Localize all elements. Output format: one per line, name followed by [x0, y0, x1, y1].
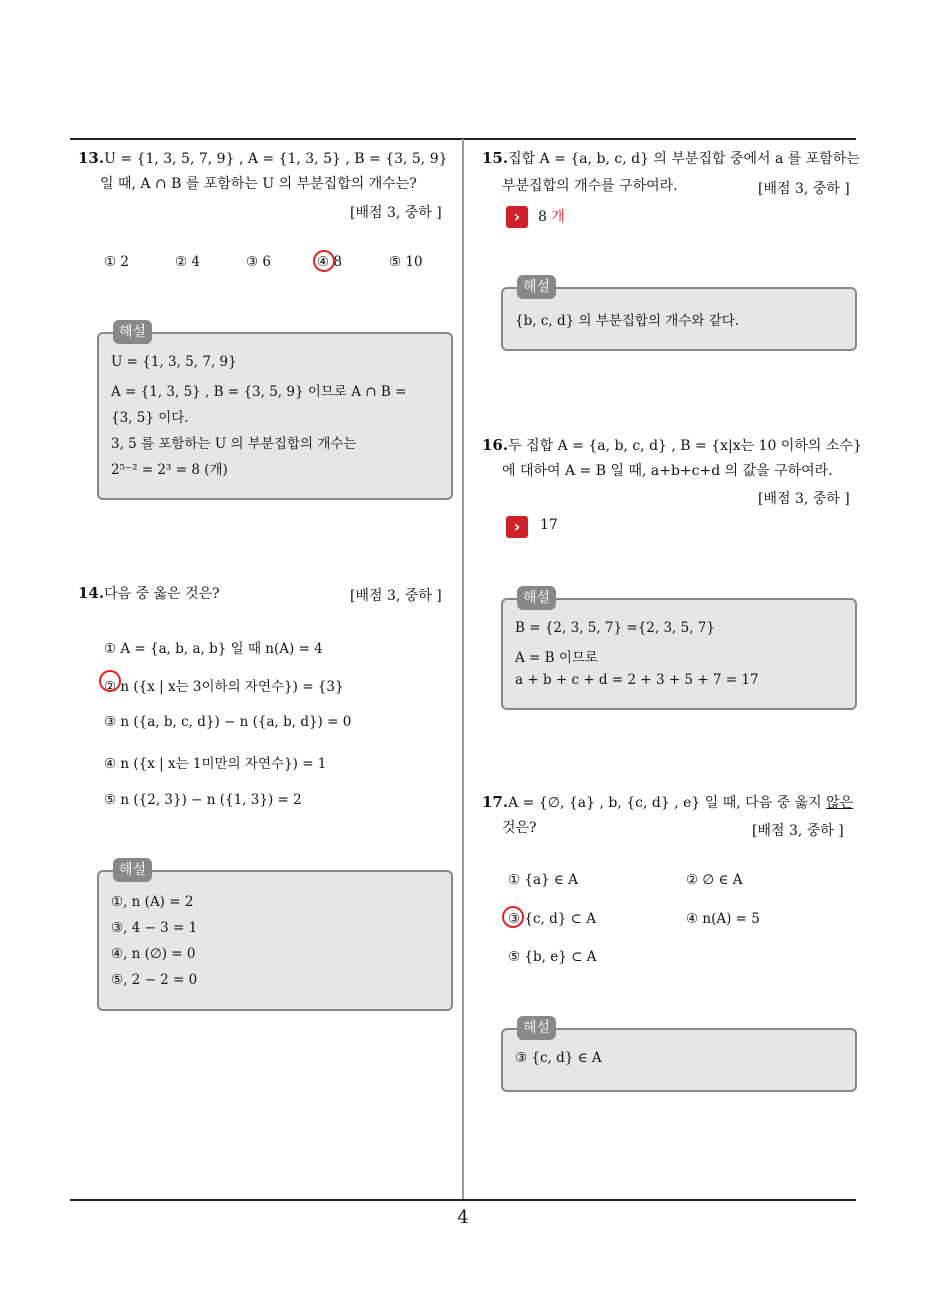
question-text-line1: 다음 중 옳은 것은?	[104, 586, 220, 602]
solution-line: ④, n (∅) = 0	[111, 946, 196, 962]
choice-3[interactable]: ③ n ({a, b, c, d}) − n ({a, b, d}) = 0	[104, 714, 352, 730]
solution-box	[97, 324, 453, 500]
solution-tag: 해설	[517, 586, 556, 610]
choice-5[interactable]: ⑤ n ({2, 3}) − n ({1, 3}) = 2	[104, 792, 302, 808]
solution-line: ①, n (A) = 2	[111, 894, 194, 910]
answer-value: 8	[538, 209, 547, 225]
question-text-line2: 일 때, A ∩ B 를 포함하는 U 의 부분집합의 개수는?	[100, 176, 417, 192]
solution-line: A = B 이므로	[515, 650, 598, 666]
solution-line: ③ {c, d} ∈ A	[515, 1050, 602, 1066]
choice-3[interactable]: ③ 6	[246, 254, 271, 270]
bottom-rule	[70, 1199, 856, 1201]
choice-1[interactable]: ① A = {a, b, a, b} 일 때 n(A) = 4	[104, 641, 323, 657]
answer-unit: 개	[551, 209, 565, 225]
choice-4[interactable]: ④ n ({x | x는 1미만의 자연수}) = 1	[104, 756, 327, 772]
solution-tag: 해설	[113, 320, 152, 344]
choice-4[interactable]: ④ 8	[317, 254, 342, 270]
choice-2[interactable]: ② n ({x | x는 3이하의 자연수}) = {3}	[104, 679, 344, 695]
solution-line: ⑤, 2 − 2 = 0	[111, 972, 198, 988]
solution-box	[501, 1020, 857, 1092]
solution-tag: 해설	[517, 275, 556, 299]
question-text-line2: 부분집합의 개수를 구하여라.	[502, 178, 678, 194]
question-text-line1: 두 집합 A = {a, b, c, d} , B = {x|x는 10 이하의 소수}	[508, 438, 862, 454]
chevron-right-icon: ›	[506, 516, 528, 538]
choice-5[interactable]: ⑤ 10	[389, 254, 423, 270]
answer-mark-circle	[502, 906, 524, 928]
question-number: 15.	[482, 149, 509, 167]
question-number: 14.	[78, 584, 105, 602]
score-meta: [배점 3, 중하 ]	[758, 181, 850, 197]
choice-4[interactable]: ④ n(A) = 5	[686, 911, 760, 927]
solution-box	[501, 279, 857, 351]
score-meta: [배점 3, 중하 ]	[350, 588, 442, 604]
choice-3[interactable]: ③ {c, d} ⊂ A	[508, 911, 597, 927]
solution-line: a + b + c + d = 2 + 3 + 5 + 7 = 17	[515, 672, 759, 688]
solution-line: {b, c, d} 의 부분집합의 개수와 같다.	[515, 313, 740, 329]
solution-line: U = {1, 3, 5, 7, 9}	[111, 354, 237, 370]
solution-line: 2⁵⁻² = 2³ = 8 (개)	[111, 462, 228, 478]
score-meta: [배점 3, 중하 ]	[758, 491, 850, 507]
choice-2[interactable]: ② 4	[175, 254, 200, 270]
answer-mark-circle	[313, 250, 335, 272]
question-text-line2: 에 대하여 A = B 일 때, a+b+c+d 의 값을 구하여라.	[502, 463, 833, 479]
solution-line: 3, 5 를 포함하는 U 의 부분집합의 개수는	[111, 436, 357, 452]
solution-line: B = {2, 3, 5, 7} ={2, 3, 5, 7}	[515, 620, 715, 636]
question-text-line2: 것은?	[502, 820, 537, 836]
answer-mark-circle	[99, 670, 121, 692]
answer-value: 17	[540, 517, 558, 533]
question-text-line1: 집합 A = {a, b, c, d} 의 부분집합 중에서 a 를 포함하는	[508, 151, 860, 167]
question-number: 17.	[482, 793, 509, 811]
question-number: 13.	[78, 149, 105, 167]
solution-box	[501, 590, 857, 710]
solution-box	[97, 862, 453, 1011]
column-divider	[462, 139, 464, 1201]
question-text-line1: A = {∅, {a} , b, {c, d} , e} 일 때, 다음 중 옳지	[508, 795, 827, 811]
solution-line: A = {1, 3, 5} , B = {3, 5, 9} 이므로 A ∩ B =	[111, 384, 407, 400]
chevron-right-icon: ›	[506, 206, 528, 228]
solution-tag: 해설	[113, 858, 152, 882]
score-meta: [배점 3, 중하 ]	[350, 205, 442, 221]
choice-5[interactable]: ⑤ {b, e} ⊂ A	[508, 949, 597, 965]
choice-1[interactable]: ① 2	[104, 254, 129, 270]
underlined-word: 않은	[826, 795, 854, 811]
solution-line: ③, 4 − 3 = 1	[111, 920, 198, 936]
choice-1[interactable]: ① {a} ∈ A	[508, 872, 578, 888]
solution-tag: 해설	[517, 1016, 556, 1040]
question-text-line1: U = {1, 3, 5, 7, 9} , A = {1, 3, 5} , B = {3, 5, 9}	[104, 151, 448, 167]
page-number: 4	[457, 1207, 469, 1228]
question-number: 16.	[482, 436, 509, 454]
score-meta: [배점 3, 중하 ]	[752, 823, 844, 839]
solution-line: {3, 5} 이다.	[111, 410, 189, 426]
choice-2[interactable]: ② ∅ ∈ A	[686, 872, 743, 888]
